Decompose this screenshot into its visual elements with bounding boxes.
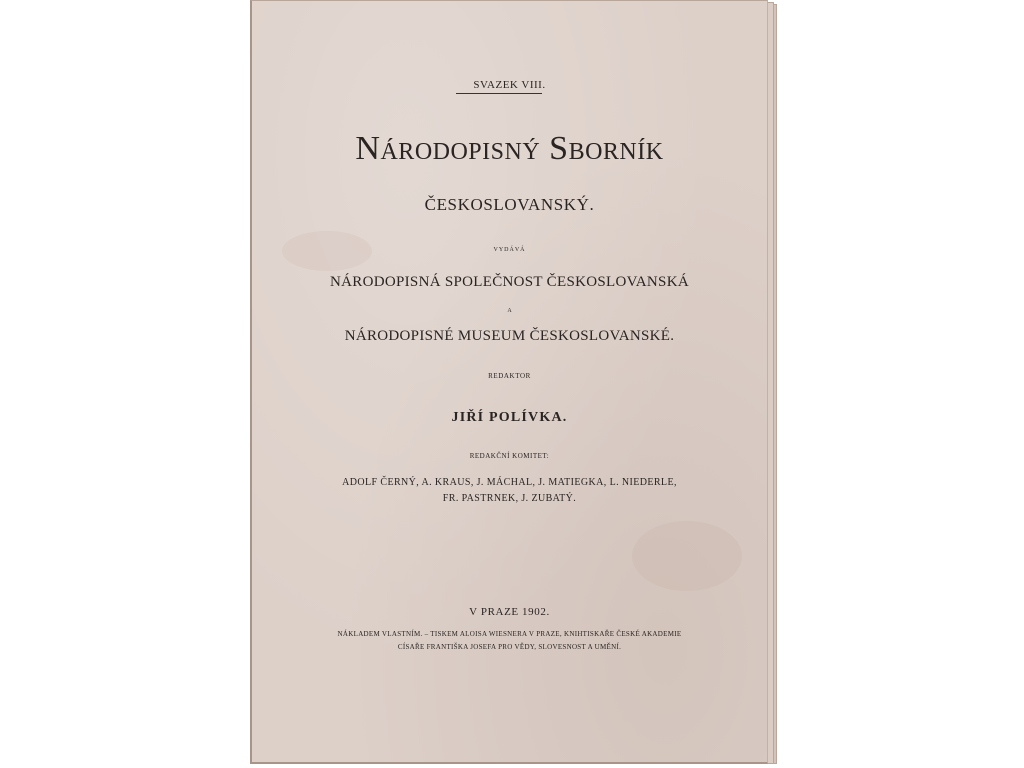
place-and-year: V PRAZE 1902.: [469, 606, 550, 618]
committee-members-line-2: FR. PASTRNEK, J. ZUBATÝ.: [442, 493, 577, 504]
volume-number: SVAZEK VIII.: [473, 79, 546, 91]
publisher-society: NÁRODOPISNÁ SPOLEČNOST ČESKOSLOVANSKÁ: [330, 274, 689, 290]
editor-label: REDAKTOR: [488, 372, 531, 380]
imprint-line-1: NÁKLADEM VLASTNÍM. – TISKEM ALOISA WIESNERA V PRAZE, KNIHTISKAŘE ČESKÉ AKADEMIE: [337, 630, 682, 638]
committee-members-line-1: ADOLF ČERNÝ, A. KRAUS, J. MÁCHAL, J. MATIEGKA, L. NIEDERLE,: [342, 477, 677, 488]
volume-underline: [456, 93, 542, 94]
committee-label: REDAKČNÍ KOMITET:: [469, 452, 550, 460]
publisher-conjunction: A: [507, 308, 512, 314]
editor-name: JIŘÍ POLÍVKA.: [451, 410, 568, 425]
book-cover: [250, 0, 768, 764]
publisher-museum: NÁRODOPISNÉ MUSEUM ČESKOSLOVANSKÉ.: [344, 328, 675, 344]
imprint-line-2: CÍSAŘE FRANTIŠKA JOSEFA PRO VĚDY, SLOVESNOST A UMĚNÍ.: [397, 643, 622, 651]
book-title: Národopisný Sborník: [355, 130, 664, 167]
book-subtitle: ČESKOSLOVANSKÝ.: [424, 195, 595, 214]
publisher-intro: VYDÁVÁ: [493, 247, 526, 253]
paper-stain: [632, 521, 742, 591]
